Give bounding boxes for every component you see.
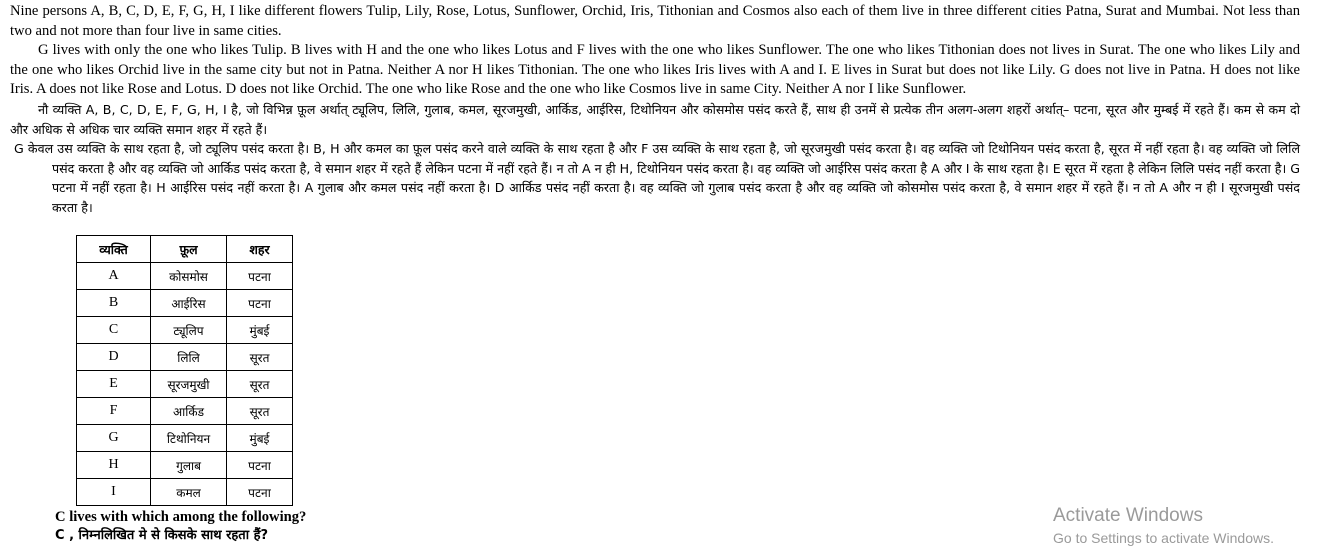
city-cell: मुंबई <box>227 425 293 452</box>
table-row <box>77 344 293 371</box>
table-header-row <box>77 236 293 263</box>
table-row <box>77 425 293 452</box>
flower-cell: आईरिस <box>151 290 227 317</box>
flower-cell: लिलि <box>151 344 227 371</box>
city-cell: पटना <box>227 479 293 506</box>
flower-cell: कोसमोस <box>151 263 227 290</box>
person-cell: I <box>77 479 151 506</box>
table-row <box>77 452 293 479</box>
solution-table <box>76 235 293 506</box>
person-cell: G <box>77 425 151 452</box>
question-hindi: C , निम्नलिखित मे से किसके साथ रहता हैं? <box>55 528 269 543</box>
person-cell: C <box>77 317 151 344</box>
puzzle-text <box>10 2 1300 218</box>
person-cell: H <box>77 452 151 479</box>
flower-cell: सूरजमुखी <box>151 371 227 398</box>
city-cell: सूरत <box>227 398 293 425</box>
person-cell: E <box>77 371 151 398</box>
city-cell: पटना <box>227 263 293 290</box>
flower-cell: कमल <box>151 479 227 506</box>
table-row <box>77 317 293 344</box>
flower-cell: गुलाब <box>151 452 227 479</box>
person-cell: A <box>77 263 151 290</box>
english-clues: G lives with only the one who likes Tulip. B lives with H and the one who likes Lotus and F lives with the one who likes Sunflower. The one who likes Tithonian does not lives in Surat. The one who likes Lily and the one who likes Orchid live in the same city but not in Patna. Neither A nor H likes Tithonian. The one who likes Iris lives with A and I. E lives in Surat but does not like Lily. G does not live in Patna. H does not like Iris. A does not like Rose and Lotus. D does not like Orchid. The one who like Rose and the one who like Cosmos live in same City. Neither A nor I like Sunflower. <box>10 42 1300 98</box>
column-header-city: शहर <box>227 236 293 263</box>
english-intro: Nine persons A, B, C, D, E, F, G, H, I like different flowers Tulip, Lily, Rose, Lotus, Sunflower, Orchid, Iris, Tithonian and Cosmos also each of them live in three different cities Patna, Surat and Mumbai. Not less than two and not more than four live in same cities. <box>10 3 1300 39</box>
table-row <box>77 290 293 317</box>
table-row <box>77 371 293 398</box>
city-cell: सूरत <box>227 371 293 398</box>
activation-watermark-title: Activate Windows <box>1053 505 1203 526</box>
person-cell: D <box>77 344 151 371</box>
person-cell: F <box>77 398 151 425</box>
flower-cell: ट्यूलिप <box>151 317 227 344</box>
hindi-clues: G केवल उस व्यक्ति के साथ रहता है, जो ट्यूलिप पसंद करता है। B, H और कमल का फ़ूल पसंद करने वाले व्यक्ति के साथ रहता है और F उस व्यक्ति के साथ रहता है, जो सूरजमुखी पसंद करता है। वह व्यक्ति जो टिथोनियन पसंद करता है, सूरत में नहीं रहता है। वह व्यक्ति जो लिलि पसंद करता है और वह व्यक्ति जो आर्किड पसंद करता है, वे समान शहर में रहते हैं लेकिन पटना में नहीं रहते हैं। न तो A न ही H, टिथोनियन पसंद करता है। वह व्यक्ति जो आईरिस पसंद करता है A और I के साथ रहता है। E सूरत में रहता है लेकिन लिलि पसंद नहीं करता है। G पटना में नहीं रहता है। H आईरिस पसंद नहीं करता है। A गुलाब और कमल पसंद नहीं करता है। D आर्किड पसंद नहीं करता है। वह व्यक्ति जो गुलाब पसंद करता है और वह व्यक्ति जो कोसमोस पसंद करता है, वे समान शहर में रहते हैं। न तो A और न ही I सूरजमुखी पसंद करता है। <box>14 141 1300 215</box>
table-row <box>77 479 293 506</box>
column-header-flower: फ़ूल <box>151 236 227 263</box>
city-cell: सूरत <box>227 344 293 371</box>
table-row <box>77 263 293 290</box>
question-english: C lives with which among the following? <box>55 509 307 525</box>
person-cell: B <box>77 290 151 317</box>
city-cell: पटना <box>227 290 293 317</box>
flower-cell: टिथोनियन <box>151 425 227 452</box>
column-header-person: व्यक्ति <box>77 236 151 263</box>
flower-cell: आर्किड <box>151 398 227 425</box>
city-cell: पटना <box>227 452 293 479</box>
table-row <box>77 398 293 425</box>
city-cell: मुंबई <box>227 317 293 344</box>
activation-watermark-subtitle: Go to Settings to activate Windows. <box>1053 530 1274 546</box>
hindi-intro: नौ व्यक्ति A, B, C, D, E, F, G, H, I है, जो विभिन्न फ़ूल अर्थात् ट्यूलिप, लिलि, गुलाब, कमल, सूरजमुखी, आर्किड, आईरिस, टिथोनियन और कोसमोस पसंद करते हैं, साथ ही उनमें से प्रत्येक तीन अलग-अलग शहरों अर्थात्– पटना, सूरत और मुम्बई में रहते हैं। कम से कम दो और अधिक से अधिक चार व्यक्ति समान शहर में रहते हैं। <box>10 101 1300 137</box>
